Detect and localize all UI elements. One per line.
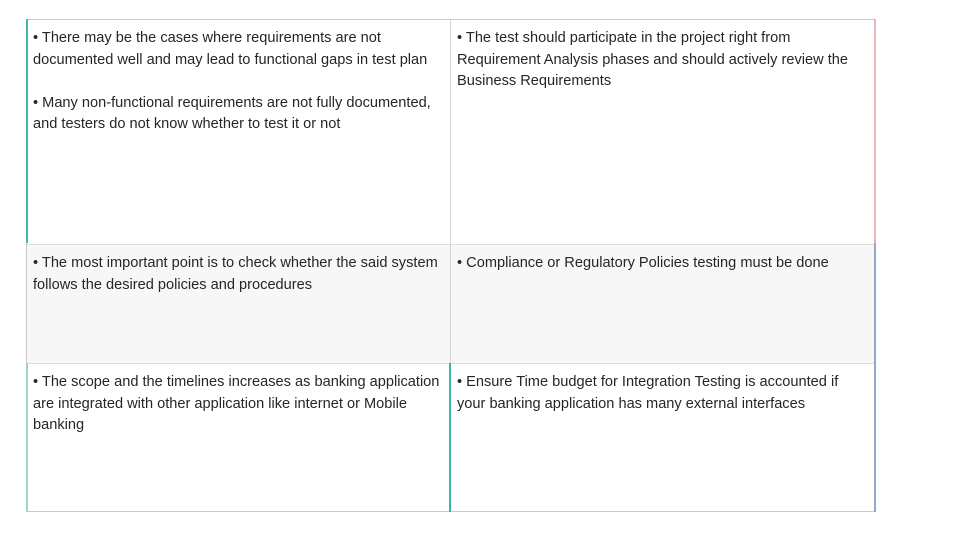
bullet-text: • The scope and the timelines increases as banking application are integrated with other application like internet or Mobile banking	[33, 374, 440, 433]
bullet-text: • There may be the cases where requirements are not documented well and may lead to functional gaps in test plan	[33, 30, 428, 68]
table-cell-solution	[451, 245, 875, 363]
table-cell-challenge	[27, 20, 451, 244]
table-cell-solution	[451, 20, 875, 244]
bullet-text: • Ensure Time budget for Integration Testing is accounted if your banking application has many external interfaces	[457, 374, 839, 412]
bullet-text: • Compliance or Regulatory Policies testing must be done	[457, 255, 829, 271]
table-row	[27, 20, 875, 244]
bullet-text: • The most important point is to check whether the said system follows the desired policies and procedures	[33, 255, 438, 293]
table-cell-challenge	[27, 364, 451, 511]
table-cell-solution	[451, 364, 875, 511]
accent-border-left	[26, 19, 28, 243]
table-row	[27, 244, 875, 363]
accent-border-middle	[449, 363, 451, 512]
table-cell-challenge	[27, 245, 451, 363]
table-row	[27, 363, 875, 511]
challenges-table	[26, 19, 876, 512]
accent-border-right-lower	[874, 243, 876, 512]
bullet-text: • The test should participate in the project right from Requirement Analysis phases and should actively review the Business Requirements	[457, 30, 849, 89]
bullet-text: • Many non-functional requirements are not fully documented, and testers do not know whether to test it or not	[33, 94, 431, 132]
accent-border-right	[874, 19, 875, 243]
accent-border-bottom-left	[26, 363, 28, 512]
